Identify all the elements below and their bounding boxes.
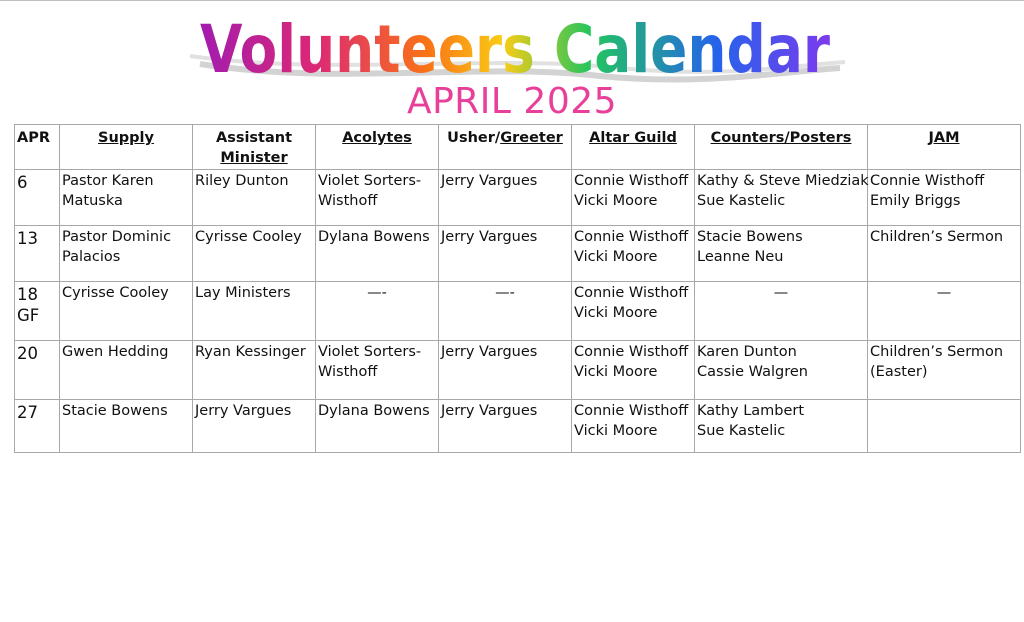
cell-assistant: Cyrisse Cooley bbox=[193, 226, 316, 282]
cell-usher: Jerry Vargues bbox=[439, 341, 572, 400]
jam-line2: Emily Briggs bbox=[870, 192, 961, 209]
counters-line2: Sue Kastelic bbox=[697, 422, 786, 439]
cell-jam bbox=[868, 170, 1021, 226]
header-assistant-line2: Minister bbox=[220, 149, 288, 166]
cell-assistant: Ryan Kessinger bbox=[193, 341, 316, 400]
cell-usher: Jerry Vargues bbox=[439, 226, 572, 282]
supply-line2: Palacios bbox=[62, 248, 121, 265]
acolytes-line1: —- bbox=[367, 285, 387, 301]
header-jam bbox=[868, 125, 1021, 170]
header-supply bbox=[60, 125, 193, 170]
cell-assistant: Lay Ministers bbox=[193, 282, 316, 341]
date-line1: 18 bbox=[17, 285, 38, 304]
header-acolytes bbox=[316, 125, 439, 170]
jam-line1: Connie Wisthoff bbox=[870, 173, 985, 189]
supply-line1: Stacie Bowens bbox=[62, 403, 168, 419]
title-wordart-svg bbox=[180, 6, 850, 90]
altar-line2: Vicki Moore bbox=[574, 304, 658, 321]
cell-acolytes bbox=[316, 341, 439, 400]
date-line1: 20 bbox=[17, 344, 38, 363]
header-greeter-label: Greeter bbox=[500, 130, 563, 146]
date-line1: 13 bbox=[17, 229, 38, 248]
cell-supply bbox=[60, 341, 193, 400]
table-row bbox=[15, 400, 1021, 453]
cell-supply bbox=[60, 170, 193, 226]
cell-usher: Jerry Vargues bbox=[439, 400, 572, 453]
acolytes-line1: Violet Sorters- bbox=[318, 173, 422, 189]
acolytes-line1: Dylana Bowens bbox=[318, 229, 430, 245]
cell-counters bbox=[695, 341, 868, 400]
header-jam-label: JAM bbox=[928, 130, 960, 146]
cell-counters bbox=[695, 170, 868, 226]
date-line1: 27 bbox=[17, 403, 38, 422]
altar-line1: Connie Wisthoff bbox=[574, 173, 689, 189]
altar-line1: Connie Wisthoff bbox=[574, 344, 689, 360]
altar-line2: Vicki Moore bbox=[574, 422, 658, 439]
top-rule bbox=[0, 0, 1024, 1]
jam-line2: (Easter) bbox=[870, 363, 928, 380]
header-counters-label: Counters/Posters bbox=[710, 130, 852, 146]
table-row bbox=[15, 170, 1021, 226]
jam-line1: Children’s Sermon bbox=[870, 344, 1004, 360]
counters-line1: — bbox=[773, 285, 789, 301]
counters-line2: Cassie Walgren bbox=[697, 363, 808, 380]
header-assistant-line1: Assistant bbox=[215, 130, 293, 146]
cell-acolytes bbox=[316, 400, 439, 453]
acolytes-line2: Wisthoff bbox=[318, 192, 378, 209]
altar-line2: Vicki Moore bbox=[574, 192, 658, 209]
counters-line2: Leanne Neu bbox=[697, 248, 784, 265]
cell-jam bbox=[868, 282, 1021, 341]
header-supply-label: Supply bbox=[98, 130, 154, 146]
cell-assistant: Jerry Vargues bbox=[193, 400, 316, 453]
cell-acolytes bbox=[316, 282, 439, 341]
header-assistant-minister bbox=[193, 125, 316, 170]
cell-acolytes bbox=[316, 170, 439, 226]
jam-line1: — bbox=[936, 285, 952, 301]
header-usher-greeter bbox=[439, 125, 572, 170]
cell-assistant: Riley Dunton bbox=[193, 170, 316, 226]
counters-line2: Sue Kastelic bbox=[697, 192, 786, 209]
altar-line2: Vicki Moore bbox=[574, 363, 658, 380]
altar-line1: Connie Wisthoff bbox=[574, 403, 689, 419]
cell-date bbox=[15, 400, 60, 453]
cell-jam bbox=[868, 400, 1021, 453]
supply-line2: Matuska bbox=[62, 192, 123, 209]
supply-line1: Pastor Dominic bbox=[62, 229, 172, 245]
header-row bbox=[15, 125, 1021, 170]
acolytes-line1: Dylana Bowens bbox=[318, 403, 430, 419]
page-title: Volunteers Calendar bbox=[200, 11, 831, 88]
cell-usher: —- bbox=[439, 282, 572, 341]
counters-line1: Stacie Bowens bbox=[697, 229, 803, 245]
cell-acolytes bbox=[316, 226, 439, 282]
date-line1: 6 bbox=[17, 173, 28, 192]
cell-altar bbox=[572, 400, 695, 453]
cell-date bbox=[15, 170, 60, 226]
header-altar-guild bbox=[572, 125, 695, 170]
cell-date bbox=[15, 226, 60, 282]
header-apr: APR bbox=[15, 125, 60, 170]
altar-line1: Connie Wisthoff bbox=[574, 229, 689, 245]
cell-counters bbox=[695, 226, 868, 282]
cell-jam bbox=[868, 226, 1021, 282]
acolytes-line2: Wisthoff bbox=[318, 363, 378, 380]
supply-line1: Cyrisse Cooley bbox=[62, 285, 169, 301]
table-row bbox=[15, 341, 1021, 400]
supply-line1: Gwen Hedding bbox=[62, 344, 169, 360]
cell-altar bbox=[572, 341, 695, 400]
title-wordart bbox=[180, 6, 850, 90]
cell-date bbox=[15, 341, 60, 400]
header-counters-posters bbox=[695, 125, 868, 170]
acolytes-line1: Violet Sorters- bbox=[318, 344, 422, 360]
counters-line1: Karen Dunton bbox=[697, 344, 797, 360]
header-usher-label: Usher/ bbox=[447, 130, 501, 146]
cell-supply bbox=[60, 226, 193, 282]
volunteer-table bbox=[14, 124, 1021, 453]
cell-date bbox=[15, 282, 60, 341]
counters-line1: Kathy & Steve Miedziak bbox=[697, 173, 869, 189]
table-row bbox=[15, 282, 1021, 341]
cell-usher: Jerry Vargues bbox=[439, 170, 572, 226]
jam-line1: Children’s Sermon bbox=[870, 229, 1004, 245]
altar-line1: Connie Wisthoff bbox=[574, 285, 689, 301]
counters-line1: Kathy Lambert bbox=[697, 403, 805, 419]
header-acolytes-label: Acolytes bbox=[342, 130, 412, 146]
cell-altar bbox=[572, 170, 695, 226]
cell-counters bbox=[695, 400, 868, 453]
cell-altar bbox=[572, 282, 695, 341]
supply-line1: Pastor Karen bbox=[62, 173, 154, 189]
altar-line2: Vicki Moore bbox=[574, 248, 658, 265]
cell-jam bbox=[868, 341, 1021, 400]
cell-counters bbox=[695, 282, 868, 341]
cell-supply bbox=[60, 400, 193, 453]
cell-altar bbox=[572, 226, 695, 282]
date-line2: GF bbox=[17, 306, 40, 325]
header-altar-label: Altar Guild bbox=[589, 130, 677, 146]
month-heading: APRIL 2025 bbox=[406, 81, 618, 122]
cell-supply bbox=[60, 282, 193, 341]
table-row bbox=[15, 226, 1021, 282]
